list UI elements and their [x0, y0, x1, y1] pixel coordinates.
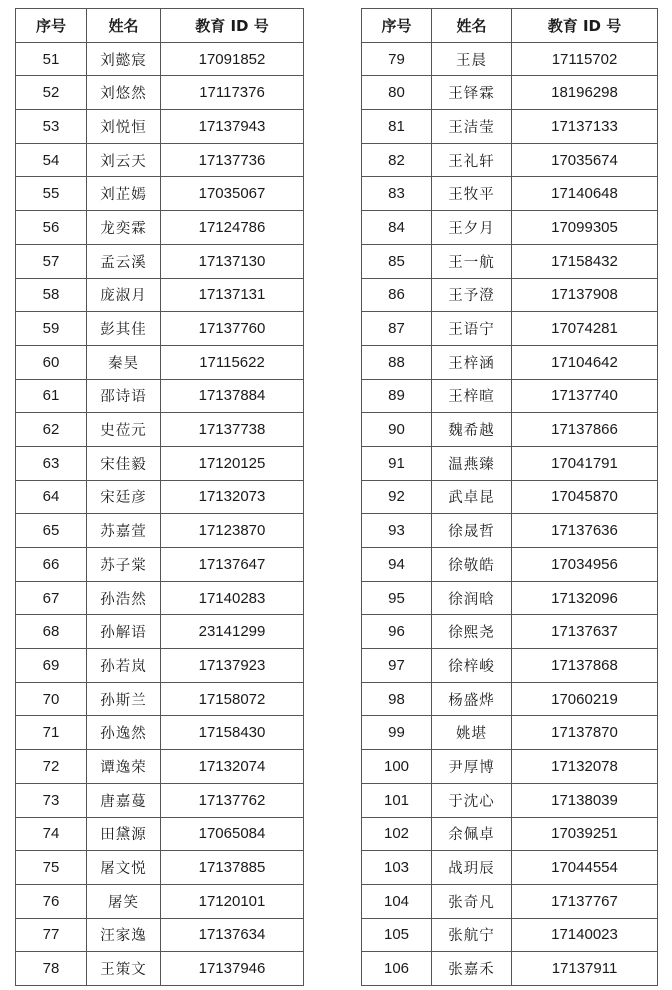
- header-name: 姓名: [87, 9, 161, 43]
- seq-cell: 87: [362, 312, 432, 346]
- roster-table-left: [15, 8, 304, 986]
- name-cell: 杨盛烨: [432, 682, 512, 716]
- seq-cell: 67: [16, 581, 87, 615]
- name-cell: 孟云溪: [87, 244, 161, 278]
- table-row: [16, 211, 304, 245]
- name-cell: 彭其佳: [87, 312, 161, 346]
- name-cell: 余佩卓: [432, 817, 512, 851]
- table-row: [16, 379, 304, 413]
- name-cell: 庞淑月: [87, 278, 161, 312]
- table-row: [362, 143, 658, 177]
- edu-id-cell: 17137634: [161, 918, 304, 952]
- table-row: [16, 682, 304, 716]
- name-cell: 徐晟哲: [432, 514, 512, 548]
- seq-cell: 64: [16, 480, 87, 514]
- seq-cell: 70: [16, 682, 87, 716]
- name-cell: 徐敬皓: [432, 548, 512, 582]
- name-cell: 孙逸然: [87, 716, 161, 750]
- table-row: [362, 918, 658, 952]
- seq-cell: 69: [16, 649, 87, 683]
- edu-id-cell: 17132096: [512, 581, 658, 615]
- seq-cell: 89: [362, 379, 432, 413]
- edu-id-cell: 17041791: [512, 446, 658, 480]
- seq-cell: 99: [362, 716, 432, 750]
- table-row: [16, 918, 304, 952]
- seq-cell: 92: [362, 480, 432, 514]
- edu-id-cell: 17137762: [161, 783, 304, 817]
- table-row: [16, 548, 304, 582]
- table-row: [362, 345, 658, 379]
- seq-cell: 82: [362, 143, 432, 177]
- table-row: [16, 884, 304, 918]
- edu-id-cell: 17044554: [512, 851, 658, 885]
- table-row: [16, 177, 304, 211]
- edu-id-cell: 17115622: [161, 345, 304, 379]
- edu-id-cell: 17137133: [512, 110, 658, 144]
- name-cell: 王晨: [432, 42, 512, 76]
- edu-id-cell: 17120101: [161, 884, 304, 918]
- name-cell: 史莅元: [87, 413, 161, 447]
- table-row: [16, 312, 304, 346]
- name-cell: 宋廷彦: [87, 480, 161, 514]
- edu-id-cell: 17060219: [512, 682, 658, 716]
- name-cell: 王语宁: [432, 312, 512, 346]
- seq-cell: 60: [16, 345, 87, 379]
- table-row: [362, 480, 658, 514]
- name-cell: 张航宁: [432, 918, 512, 952]
- table-row: [16, 42, 304, 76]
- edu-id-cell: 17065084: [161, 817, 304, 851]
- table-row: [362, 615, 658, 649]
- name-cell: 宋佳毅: [87, 446, 161, 480]
- name-cell: 孙解语: [87, 615, 161, 649]
- name-cell: 邵诗语: [87, 379, 161, 413]
- table-row: [16, 783, 304, 817]
- table-row: [362, 548, 658, 582]
- seq-cell: 59: [16, 312, 87, 346]
- table-row: [16, 514, 304, 548]
- table-row: [16, 581, 304, 615]
- seq-cell: 83: [362, 177, 432, 211]
- edu-id-cell: 17137637: [512, 615, 658, 649]
- seq-cell: 100: [362, 750, 432, 784]
- name-cell: 于沈心: [432, 783, 512, 817]
- name-cell: 徐润晗: [432, 581, 512, 615]
- edu-id-cell: 17137943: [161, 110, 304, 144]
- table-row: [362, 649, 658, 683]
- seq-cell: 84: [362, 211, 432, 245]
- table-row: [362, 817, 658, 851]
- seq-cell: 68: [16, 615, 87, 649]
- seq-cell: 53: [16, 110, 87, 144]
- seq-cell: 106: [362, 952, 432, 986]
- seq-cell: 98: [362, 682, 432, 716]
- table-row: [362, 884, 658, 918]
- edu-id-cell: 17137736: [161, 143, 304, 177]
- seq-cell: 76: [16, 884, 87, 918]
- seq-cell: 105: [362, 918, 432, 952]
- edu-id-cell: 17132074: [161, 750, 304, 784]
- seq-cell: 94: [362, 548, 432, 582]
- name-cell: 温燕臻: [432, 446, 512, 480]
- edu-id-cell: 17137636: [512, 514, 658, 548]
- table-row: [362, 716, 658, 750]
- seq-cell: 51: [16, 42, 87, 76]
- name-cell: 张奇凡: [432, 884, 512, 918]
- name-cell: 孙浩然: [87, 581, 161, 615]
- edu-id-cell: 17074281: [512, 312, 658, 346]
- edu-id-cell: 17137647: [161, 548, 304, 582]
- name-cell: 孙若岚: [87, 649, 161, 683]
- edu-id-cell: 17132078: [512, 750, 658, 784]
- seq-cell: 79: [362, 42, 432, 76]
- edu-id-cell: 18196298: [512, 76, 658, 110]
- edu-id-cell: 17158432: [512, 244, 658, 278]
- table-row: [16, 110, 304, 144]
- table-row: [16, 446, 304, 480]
- table-row: [362, 446, 658, 480]
- table-row: [362, 750, 658, 784]
- edu-id-cell: 17091852: [161, 42, 304, 76]
- table-row: [16, 716, 304, 750]
- name-cell: 王予澄: [432, 278, 512, 312]
- header-seq: 序号: [362, 9, 432, 43]
- seq-cell: 55: [16, 177, 87, 211]
- edu-id-cell: 17158072: [161, 682, 304, 716]
- seq-cell: 63: [16, 446, 87, 480]
- name-cell: 徐熙尧: [432, 615, 512, 649]
- seq-cell: 104: [362, 884, 432, 918]
- name-cell: 王一航: [432, 244, 512, 278]
- edu-id-cell: 17138039: [512, 783, 658, 817]
- name-cell: 刘芷嫣: [87, 177, 161, 211]
- edu-id-cell: 17120125: [161, 446, 304, 480]
- name-cell: 刘悠然: [87, 76, 161, 110]
- name-cell: 唐嘉蔓: [87, 783, 161, 817]
- table-row: [362, 413, 658, 447]
- table-row: [362, 581, 658, 615]
- name-cell: 田黛源: [87, 817, 161, 851]
- edu-id-cell: 17045870: [512, 480, 658, 514]
- name-cell: 王礼轩: [432, 143, 512, 177]
- seq-cell: 58: [16, 278, 87, 312]
- table-row: [362, 244, 658, 278]
- table-row: [362, 379, 658, 413]
- name-cell: 王策文: [87, 952, 161, 986]
- name-cell: 汪家逸: [87, 918, 161, 952]
- edu-id-cell: 17117376: [161, 76, 304, 110]
- edu-id-cell: 17137908: [512, 278, 658, 312]
- seq-cell: 81: [362, 110, 432, 144]
- seq-cell: 78: [16, 952, 87, 986]
- table-row: [362, 682, 658, 716]
- name-cell: 谭逸荣: [87, 750, 161, 784]
- edu-id-cell: 17158430: [161, 716, 304, 750]
- table-row: [362, 76, 658, 110]
- seq-cell: 54: [16, 143, 87, 177]
- edu-id-cell: 17137884: [161, 379, 304, 413]
- table-row: [362, 110, 658, 144]
- edu-id-cell: 17137870: [512, 716, 658, 750]
- seq-cell: 96: [362, 615, 432, 649]
- edu-id-cell: 17137760: [161, 312, 304, 346]
- edu-id-cell: 17099305: [512, 211, 658, 245]
- table-row: [362, 177, 658, 211]
- seq-cell: 74: [16, 817, 87, 851]
- seq-cell: 85: [362, 244, 432, 278]
- seq-cell: 80: [362, 76, 432, 110]
- edu-id-cell: 17137866: [512, 413, 658, 447]
- seq-cell: 72: [16, 750, 87, 784]
- seq-cell: 91: [362, 446, 432, 480]
- edu-id-cell: 17140283: [161, 581, 304, 615]
- edu-id-cell: 17123870: [161, 514, 304, 548]
- name-cell: 王牧平: [432, 177, 512, 211]
- name-cell: 武卓昆: [432, 480, 512, 514]
- table-row: [16, 851, 304, 885]
- edu-id-cell: 17104642: [512, 345, 658, 379]
- edu-id-cell: 17137868: [512, 649, 658, 683]
- header-edu-id: 教育 ID 号: [512, 9, 658, 43]
- name-cell: 屠文悦: [87, 851, 161, 885]
- edu-id-cell: 17137130: [161, 244, 304, 278]
- seq-cell: 90: [362, 413, 432, 447]
- seq-cell: 71: [16, 716, 87, 750]
- edu-id-cell: 17115702: [512, 42, 658, 76]
- table-row: [16, 480, 304, 514]
- edu-id-cell: 17034956: [512, 548, 658, 582]
- seq-cell: 93: [362, 514, 432, 548]
- table-row: [362, 514, 658, 548]
- name-cell: 龙奕霖: [87, 211, 161, 245]
- edu-id-cell: 17140023: [512, 918, 658, 952]
- seq-cell: 101: [362, 783, 432, 817]
- roster-body-right: [362, 42, 658, 985]
- header-row: [16, 9, 304, 43]
- table-row: [16, 413, 304, 447]
- edu-id-cell: 17137131: [161, 278, 304, 312]
- name-cell: 王梓暄: [432, 379, 512, 413]
- table-row: [16, 244, 304, 278]
- table-row: [16, 750, 304, 784]
- table-row: [16, 817, 304, 851]
- name-cell: 孙斯兰: [87, 682, 161, 716]
- edu-id-cell: 17137738: [161, 413, 304, 447]
- name-cell: 苏嘉萱: [87, 514, 161, 548]
- header-edu-id: 教育 ID 号: [161, 9, 304, 43]
- edu-id-cell: 17124786: [161, 211, 304, 245]
- seq-cell: 77: [16, 918, 87, 952]
- name-cell: 苏子棠: [87, 548, 161, 582]
- edu-id-cell: 23141299: [161, 615, 304, 649]
- table-row: [362, 783, 658, 817]
- name-cell: 秦昊: [87, 345, 161, 379]
- edu-id-cell: 17039251: [512, 817, 658, 851]
- name-cell: 张嘉禾: [432, 952, 512, 986]
- seq-cell: 66: [16, 548, 87, 582]
- seq-cell: 65: [16, 514, 87, 548]
- edu-id-cell: 17035067: [161, 177, 304, 211]
- edu-id-cell: 17137923: [161, 649, 304, 683]
- seq-cell: 95: [362, 581, 432, 615]
- name-cell: 姚堪: [432, 716, 512, 750]
- seq-cell: 52: [16, 76, 87, 110]
- name-cell: 刘云天: [87, 143, 161, 177]
- seq-cell: 62: [16, 413, 87, 447]
- table-row: [16, 649, 304, 683]
- name-cell: 刘悦恒: [87, 110, 161, 144]
- edu-id-cell: 17137767: [512, 884, 658, 918]
- seq-cell: 56: [16, 211, 87, 245]
- name-cell: 屠笑: [87, 884, 161, 918]
- name-cell: 尹厚博: [432, 750, 512, 784]
- edu-id-cell: 17140648: [512, 177, 658, 211]
- header-name: 姓名: [432, 9, 512, 43]
- table-row: [362, 952, 658, 986]
- table-row: [16, 615, 304, 649]
- table-row: [362, 278, 658, 312]
- name-cell: 王铎霖: [432, 76, 512, 110]
- seq-cell: 97: [362, 649, 432, 683]
- seq-cell: 88: [362, 345, 432, 379]
- table-row: [362, 42, 658, 76]
- seq-cell: 102: [362, 817, 432, 851]
- edu-id-cell: 17035674: [512, 143, 658, 177]
- table-row: [16, 952, 304, 986]
- name-cell: 魏希越: [432, 413, 512, 447]
- seq-cell: 57: [16, 244, 87, 278]
- name-cell: 刘懿宸: [87, 42, 161, 76]
- edu-id-cell: 17132073: [161, 480, 304, 514]
- name-cell: 战玥辰: [432, 851, 512, 885]
- edu-id-cell: 17137885: [161, 851, 304, 885]
- name-cell: 徐梓峻: [432, 649, 512, 683]
- seq-cell: 86: [362, 278, 432, 312]
- seq-cell: 61: [16, 379, 87, 413]
- edu-id-cell: 17137740: [512, 379, 658, 413]
- roster-body-left: [16, 42, 304, 985]
- header-row: [362, 9, 658, 43]
- name-cell: 王梓涵: [432, 345, 512, 379]
- table-row: [362, 211, 658, 245]
- table-row: [16, 345, 304, 379]
- name-cell: 王夕月: [432, 211, 512, 245]
- table-row: [16, 143, 304, 177]
- table-row: [362, 312, 658, 346]
- edu-id-cell: 17137946: [161, 952, 304, 986]
- table-row: [16, 76, 304, 110]
- header-seq: 序号: [16, 9, 87, 43]
- seq-cell: 73: [16, 783, 87, 817]
- table-row: [16, 278, 304, 312]
- seq-cell: 103: [362, 851, 432, 885]
- seq-cell: 75: [16, 851, 87, 885]
- table-row: [362, 851, 658, 885]
- edu-id-cell: 17137911: [512, 952, 658, 986]
- name-cell: 王洁莹: [432, 110, 512, 144]
- roster-table-right: [361, 8, 658, 986]
